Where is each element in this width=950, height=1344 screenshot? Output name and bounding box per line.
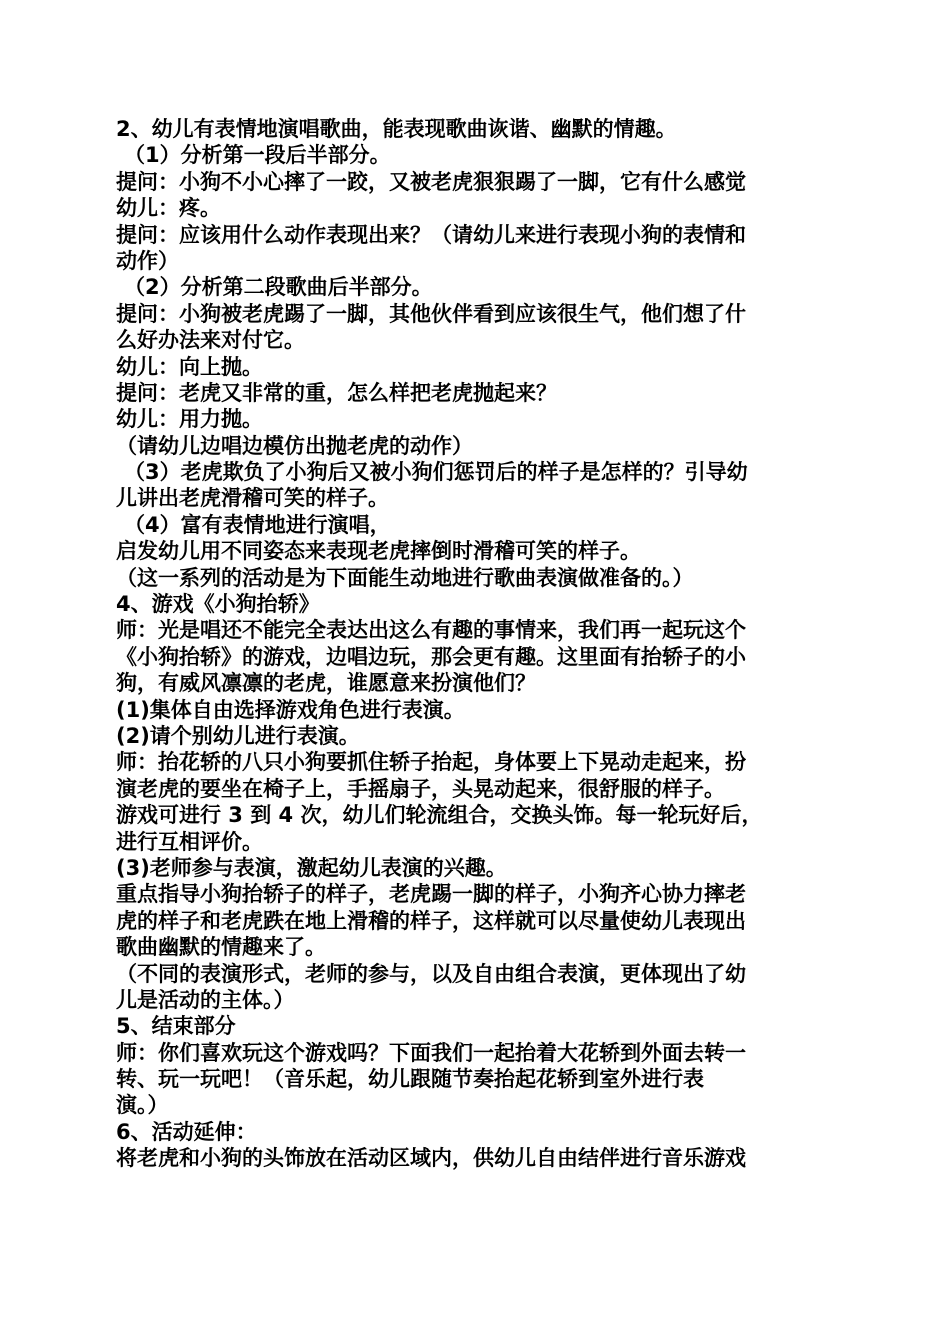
step-line: (3)老师参与表演，激起幼儿表演的兴趣。	[116, 855, 507, 880]
section-heading-6: 6、活动延伸：	[116, 1119, 257, 1144]
subsection-1: （1）分析第一段后半部分。	[124, 143, 391, 168]
question-line: 提问：小狗不小心摔了一跤，又被老虎狠狠踢了一脚，它有什么感觉	[116, 169, 746, 194]
step-line: (2)请个别幼儿进行表演。	[116, 723, 360, 748]
note-line: （请幼儿边唱边模仿出抛老虎的动作）	[116, 433, 473, 458]
section-heading-4: 4、游戏《小狗抬轿》	[116, 592, 320, 617]
text-line: 将老虎和小狗的头饰放在活动区域内，供幼儿自由结伴进行音乐游戏	[116, 1146, 746, 1171]
document-page	[116, 116, 836, 1172]
text-line: 虎的样子和老虎跌在地上滑稽的样子，这样就可以尽量使幼儿表现出	[116, 908, 746, 933]
text-line: 重点指导小狗抬轿子的样子，老虎踢一脚的样子，小狗齐心协力摔老	[116, 882, 746, 907]
text-line: 演。）	[116, 1093, 169, 1118]
note-line: （这一系列的活动是为下面能生动地进行歌曲表演做准备的。）	[116, 565, 694, 590]
text-line: 狗，有威风凛凛的老虎，谁愿意来扮演他们？	[116, 671, 536, 696]
text-line: 么好办法来对付它。	[116, 328, 305, 353]
subsection-3: （3）老虎欺负了小狗后又被小狗们惩罚后的样子是怎样的？引导幼	[124, 460, 748, 485]
text-line: 启发幼儿用不同姿态来表现老虎摔倒时滑稽可笑的样子。	[116, 539, 641, 564]
text-line: 转、玩一玩吧！（音乐起，幼儿跟随节奏抬起花轿到室外进行表	[116, 1067, 704, 1092]
question-line: 提问：小狗被老虎踢了一脚，其他伙伴看到应该很生气，他们想了什	[116, 301, 746, 326]
question-line: 提问：老虎又非常的重，怎么样把老虎抛起来？	[116, 380, 557, 405]
teacher-line: 师：抬花轿的八只小狗要抓住轿子抬起，身体要上下晃动走起来，扮	[116, 750, 746, 775]
section-heading-2: 2、幼儿有表情地演唱歌曲，能表现歌曲诙谐、幽默的情趣。	[116, 117, 677, 141]
section-heading-5: 5、结束部分	[116, 1014, 236, 1039]
answer-line: 幼儿：用力抛。	[116, 407, 263, 432]
subsection-4: （4）富有表情地进行演唱，	[124, 512, 391, 537]
answer-line: 幼儿：疼。	[116, 196, 221, 221]
text-line: 儿讲出老虎滑稽可笑的样子。	[116, 486, 389, 511]
subsection-2: （2）分析第二段歌曲后半部分。	[124, 275, 433, 300]
text-line: 动作）	[116, 248, 179, 273]
question-line: 提问：应该用什么动作表现出来？（请幼儿来进行表现小狗的表情和	[116, 222, 746, 247]
text-line: 进行互相评价。	[116, 829, 263, 854]
answer-line: 幼儿：向上抛。	[116, 354, 263, 379]
note-line: （不同的表演形式，老师的参与，以及自由组合表演，更体现出了幼	[116, 961, 746, 986]
teacher-line: 师：光是唱还不能完全表达出这么有趣的事情来，我们再一起玩这个	[116, 618, 746, 643]
text-line: 《小狗抬轿》的游戏，边唱边玩，那会更有趣。这里面有抬轿子的小	[116, 644, 746, 669]
text-line: 儿是活动的主体。）	[116, 987, 295, 1012]
text-line: 演老虎的要坐在椅子上，手摇扇子，头晃动起来，很舒服的样子。	[116, 776, 725, 801]
text-line: 歌曲幽默的情趣来了。	[116, 935, 326, 960]
teacher-line: 师：你们喜欢玩这个游戏吗？下面我们一起抬着大花轿到外面去转一	[116, 1040, 746, 1065]
text-line: 游戏可进行 3 到 4 次，幼儿们轮流组合，交换头饰。每一轮玩好后，	[116, 803, 763, 828]
step-line: (1)集体自由选择游戏角色进行表演。	[116, 697, 465, 722]
